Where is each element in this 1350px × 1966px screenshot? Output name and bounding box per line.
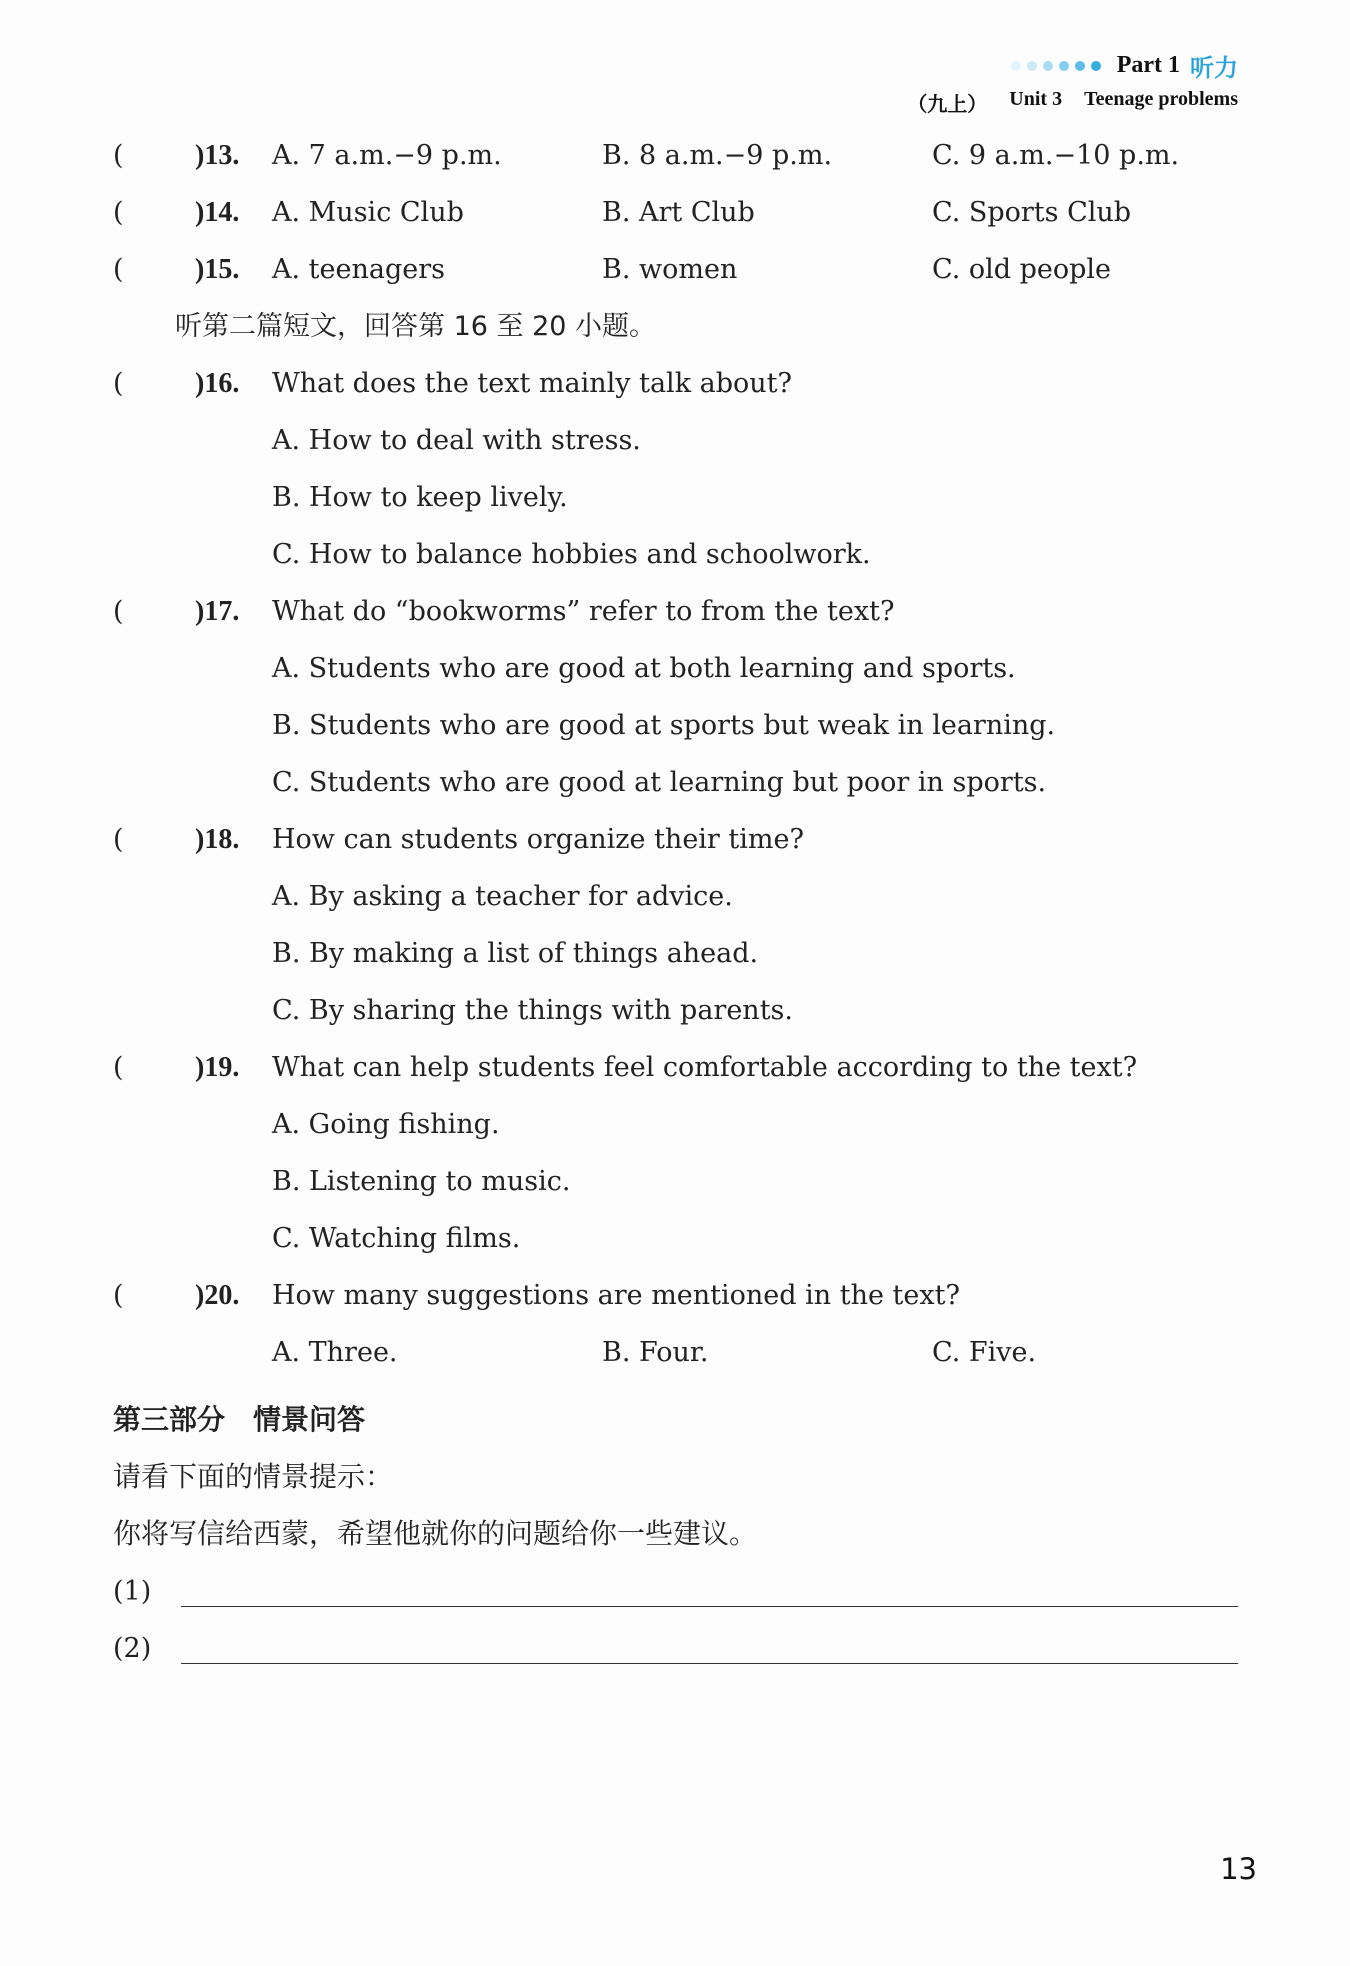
question-number: )20. — [195, 1280, 240, 1311]
question-stem: What can help students feel comfortable according to the text? — [272, 1052, 1138, 1083]
question-stem: How can students organize their time? — [272, 824, 804, 855]
answer-paren[interactable]: ( — [113, 824, 124, 855]
option-a: A. How to deal with stress. — [272, 425, 641, 456]
answer-paren[interactable]: ( — [113, 197, 124, 228]
question-number: )13. — [195, 140, 240, 171]
option-c: C. Students who are good at learning but poor in sports. — [272, 767, 1047, 798]
scenario-text: 你将写信给西蒙，希望他就你的问题给你一些建议。 — [113, 1517, 758, 1550]
answer-paren[interactable]: ( — [113, 596, 124, 627]
listening-instruction-2: 听第二篇短文，回答第 16 至 20 小题。 — [175, 311, 657, 342]
blank-label: (1) — [113, 1576, 152, 1607]
question-number: )14. — [195, 197, 240, 228]
dot-1 — [1011, 61, 1021, 71]
dot-3 — [1043, 61, 1053, 71]
option-c: C. old people — [932, 254, 1112, 285]
option-b: B. Art Club — [602, 197, 755, 228]
option-b: B. 8 a.m.−9 p.m. — [602, 140, 833, 171]
decorative-dots — [1011, 61, 1101, 71]
page-number: 13 — [1220, 1852, 1257, 1886]
question-stem: What do “bookworms” refer to from the text? — [272, 596, 895, 627]
question-number: )15. — [195, 254, 240, 285]
part-label: Part 1 — [1116, 52, 1180, 78]
answer-paren[interactable]: ( — [113, 254, 124, 285]
option-c: C. By sharing the things with parents. — [272, 995, 793, 1026]
option-b: B. Four. — [602, 1337, 709, 1368]
answer-blank-2 — [113, 1629, 1238, 1669]
unit-label: Unit 3 — [1009, 88, 1063, 110]
option-a: A. Students who are good at both learning and sports. — [272, 653, 1016, 684]
unit-title: Teenage problems — [1084, 88, 1238, 110]
question-number: )18. — [195, 824, 240, 855]
answer-blank-1 — [113, 1572, 1238, 1612]
question-stem: What does the text mainly talk about? — [272, 368, 792, 399]
dot-6 — [1091, 61, 1101, 71]
option-b: B. How to keep lively. — [272, 482, 568, 513]
option-a: A. Going fishing. — [272, 1109, 500, 1140]
option-a: A. teenagers — [272, 254, 445, 285]
option-c: C. Watching films. — [272, 1223, 521, 1254]
grade-label: （九上） — [907, 94, 988, 116]
option-a: A. 7 a.m.−9 p.m. — [272, 140, 502, 171]
blank-label: (2) — [113, 1633, 152, 1664]
option-c: C. How to balance hobbies and schoolwork. — [272, 539, 871, 570]
dot-5 — [1075, 61, 1085, 71]
part-title-cn: 听力 — [1190, 54, 1238, 82]
question-number: )19. — [195, 1052, 240, 1083]
dot-2 — [1027, 61, 1037, 71]
answer-line[interactable] — [181, 1606, 1238, 1607]
answer-paren[interactable]: ( — [113, 1280, 124, 1311]
section-3-title: 第三部分 情景问答 — [113, 1403, 366, 1436]
answer-paren[interactable]: ( — [113, 1052, 124, 1083]
option-c: C. Five. — [932, 1337, 1037, 1368]
question-stem: How many suggestions are mentioned in the text? — [272, 1280, 960, 1311]
answer-paren[interactable]: ( — [113, 140, 124, 171]
question-number: )16. — [195, 368, 240, 399]
option-row — [0, 1333, 1350, 1373]
option-a: A. Music Club — [272, 197, 464, 228]
unit-line — [907, 88, 1238, 117]
answer-paren[interactable]: ( — [113, 368, 124, 399]
option-a: A. By asking a teacher for advice. — [272, 881, 733, 912]
option-a: A. Three. — [272, 1337, 398, 1368]
option-b: B. Students who are good at sports but weak in learning. — [272, 710, 1056, 741]
option-c: C. Sports Club — [932, 197, 1132, 228]
answer-line[interactable] — [181, 1663, 1238, 1664]
page-header — [1011, 48, 1238, 83]
option-b: B. women — [602, 254, 738, 285]
option-b: B. Listening to music. — [272, 1166, 571, 1197]
option-c: C. 9 a.m.−10 p.m. — [932, 140, 1180, 171]
option-b: B. By making a list of things ahead. — [272, 938, 759, 969]
question-number: )17. — [195, 596, 240, 627]
scenario-prompt: 请看下面的情景提示： — [113, 1460, 394, 1493]
dot-4 — [1059, 61, 1069, 71]
